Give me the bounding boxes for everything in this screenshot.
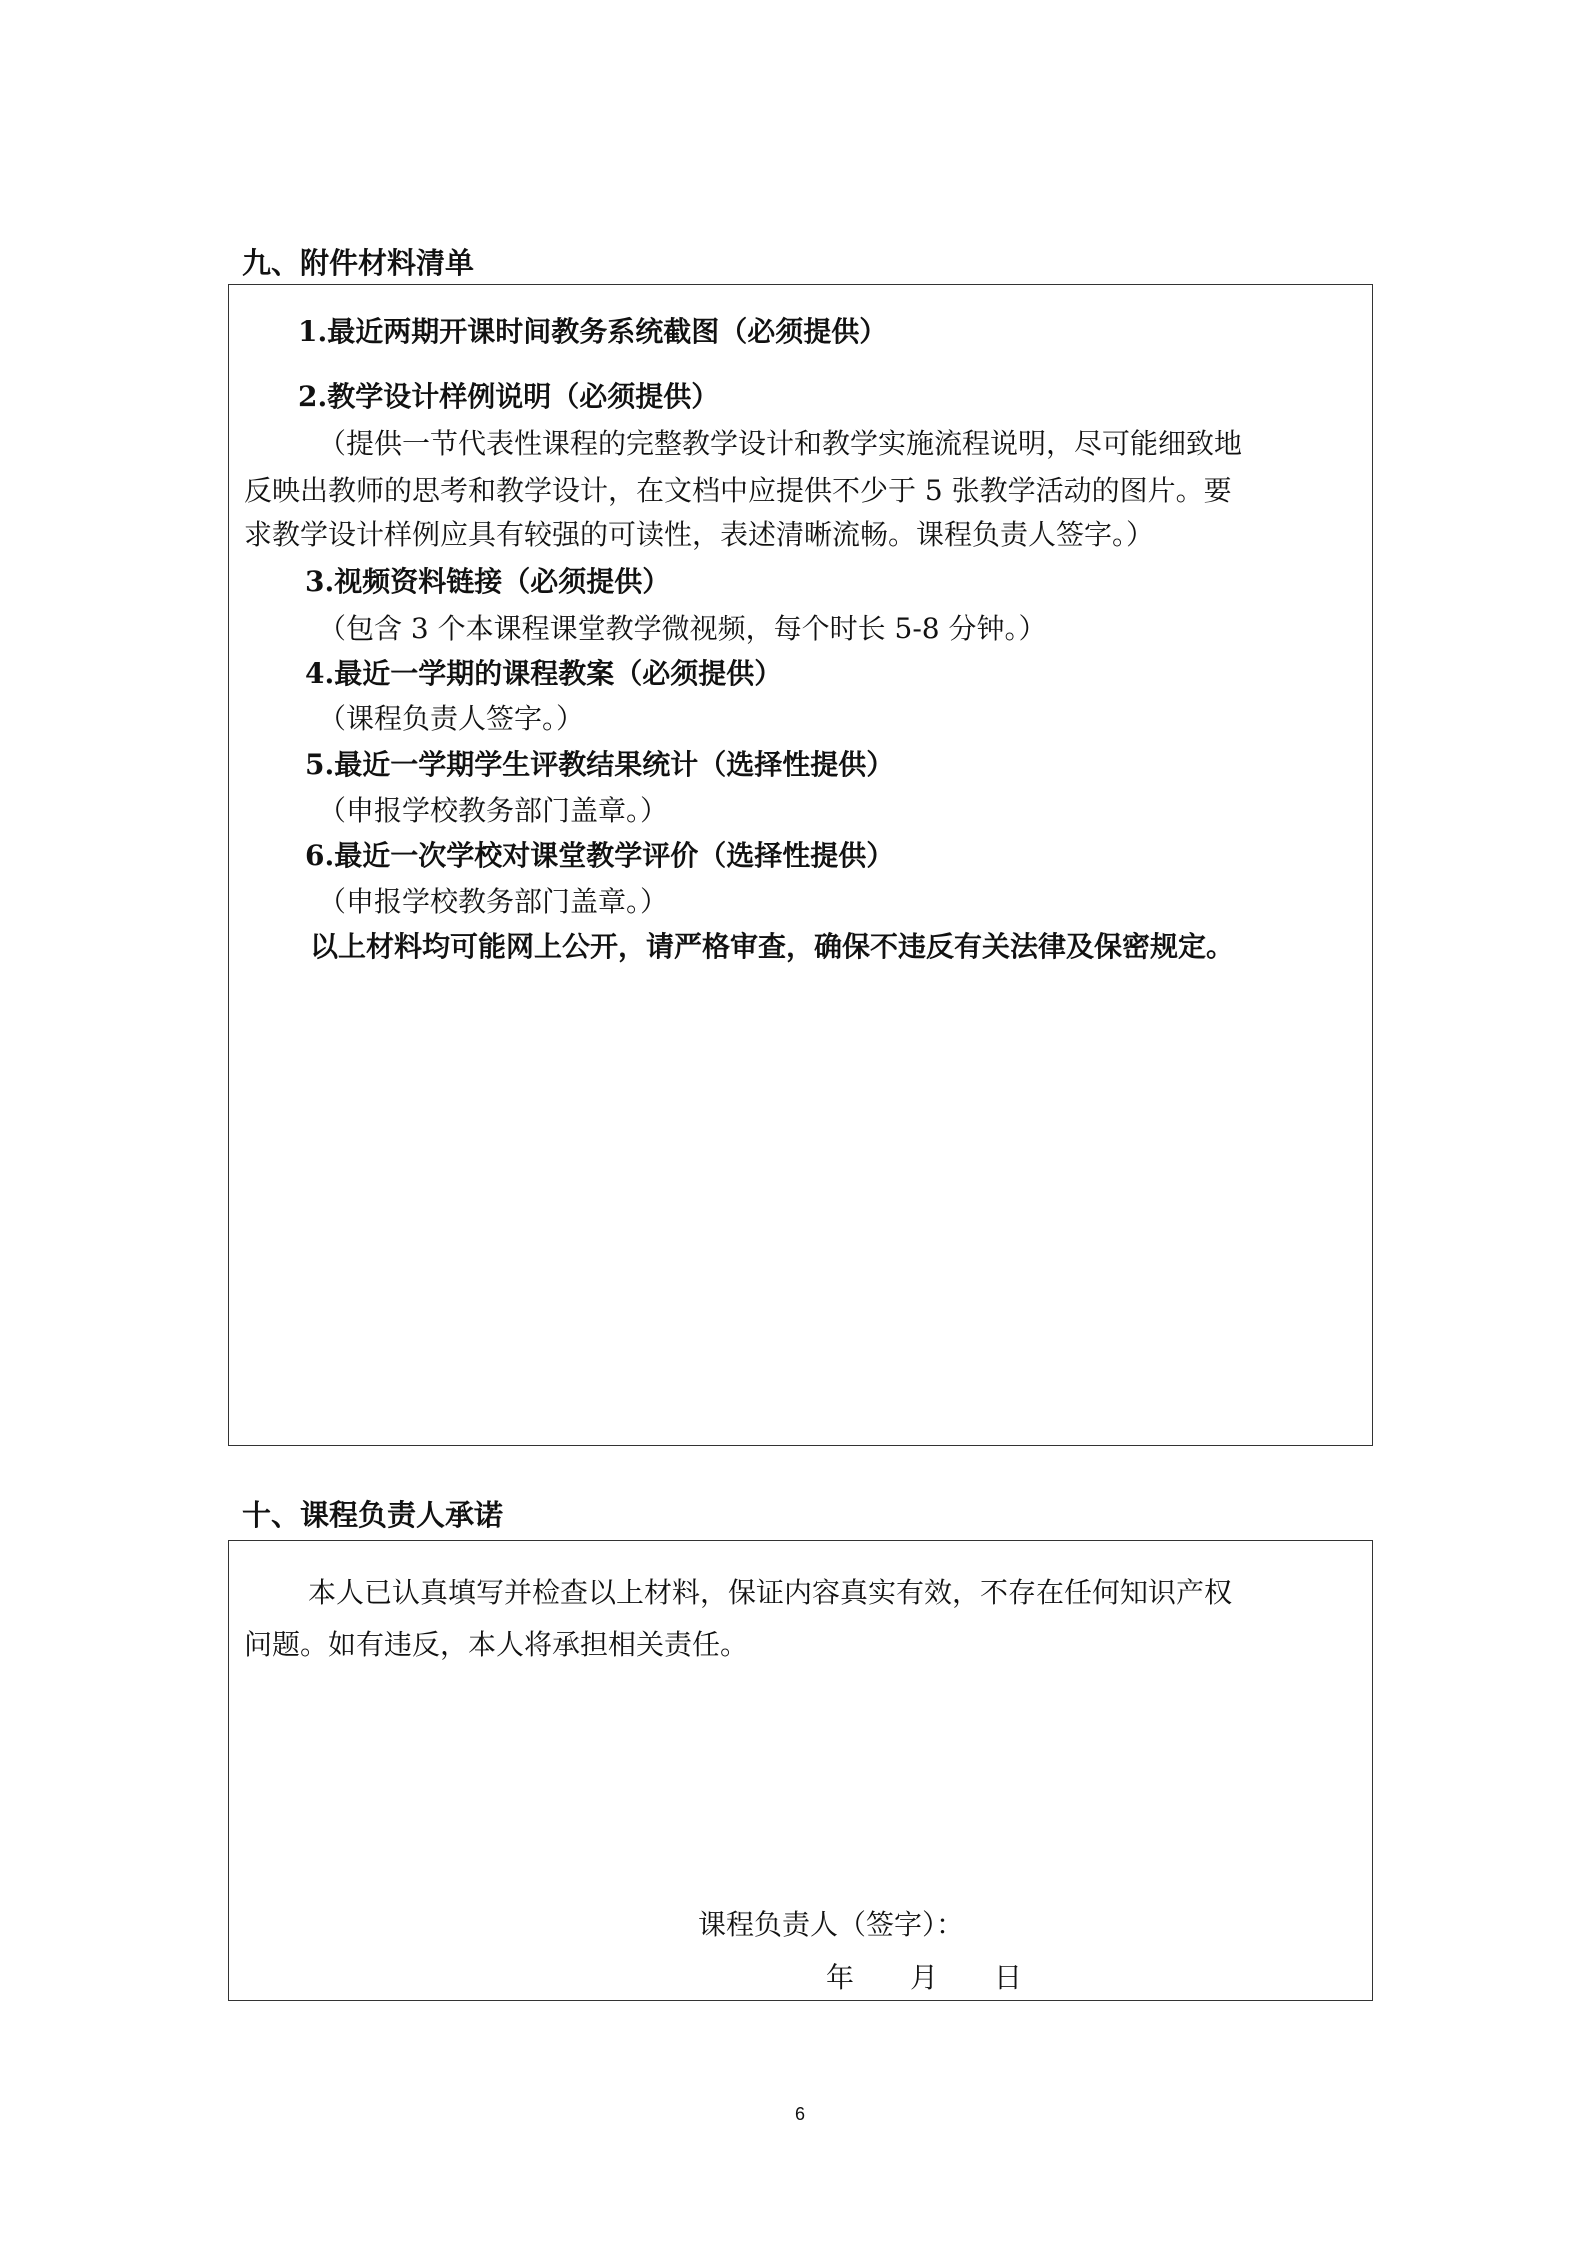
list-item: 4.最近一学期的课程教案（必须提供） — [305, 657, 783, 690]
list-item-note: （提供一节代表性课程的完整教学设计和教学实施流程说明，尽可能细致地 — [318, 427, 1243, 460]
list-item: 6.最近一次学校对课堂教学评价（选择性提供） — [305, 839, 895, 872]
list-item-note: 反映出教师的思考和教学设计，在文档中应提供不少于 5 张教学活动的图片。要 — [244, 474, 1232, 507]
list-item-note: （申报学校教务部门盖章。） — [318, 794, 669, 827]
commitment-text-line2: 问题。如有违反，本人将承担相关责任。 — [244, 1628, 749, 1661]
commitment-text-line1: 本人已认真填写并检查以上材料，保证内容真实有效，不存在任何知识产权 — [308, 1576, 1233, 1609]
section-9-heading: 九、附件材料清单 — [242, 246, 475, 280]
list-item: 3.视频资料链接（必须提供） — [305, 565, 671, 598]
list-item: 5.最近一学期学生评教结果统计（选择性提供） — [305, 748, 895, 781]
date-label: 年 月 日 — [826, 1961, 1023, 1994]
list-item-note: （课程负责人签字。） — [318, 702, 585, 735]
signature-label: 课程负责人（签字）： — [698, 1908, 965, 1941]
list-item: 2.教学设计样例说明（必须提供） — [298, 380, 720, 413]
list-item-note: （包含 3 个本课程课堂教学微视频，每个时长 5-8 分钟。） — [318, 612, 1047, 645]
list-item: 1.最近两期开课时间教务系统截图（必须提供） — [298, 315, 888, 348]
disclosure-notice: 以上材料均可能网上公开，请严格审查，确保不违反有关法律及保密规定。 — [310, 930, 1235, 963]
page-number: 6 — [795, 2104, 806, 2124]
list-item-note: （申报学校教务部门盖章。） — [318, 885, 669, 918]
list-item-note: 求教学设计样例应具有较强的可读性，表述清晰流畅。课程负责人签字。） — [244, 518, 1155, 551]
section-10-heading: 十、课程负责人承诺 — [242, 1498, 504, 1532]
